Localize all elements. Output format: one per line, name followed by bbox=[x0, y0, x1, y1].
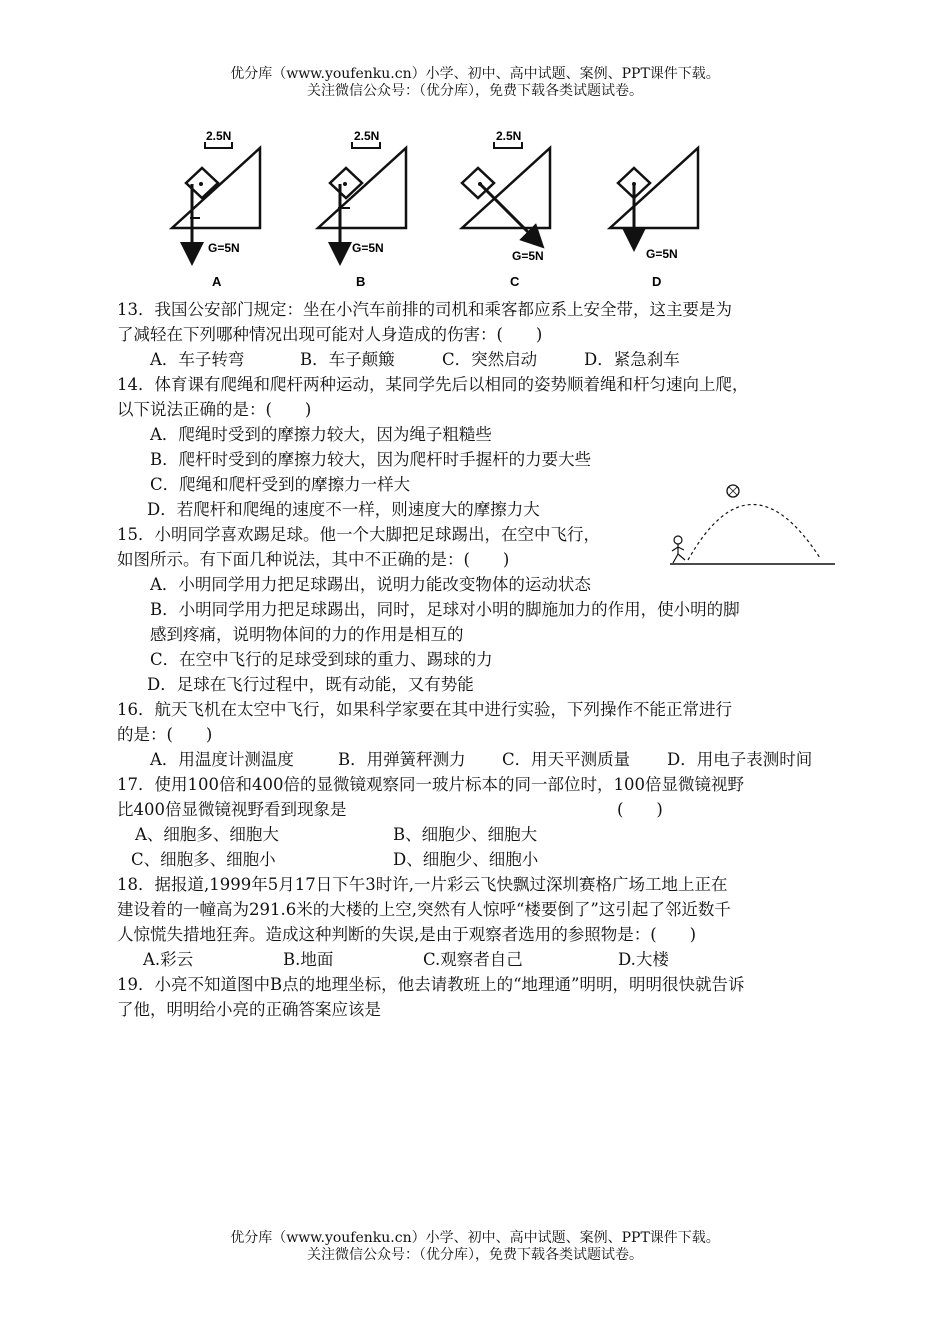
q17-line-2: 比400倍显微镜视野看到现象是 bbox=[117, 800, 347, 819]
gravity-label-c: G=5N bbox=[512, 249, 544, 263]
q17-answer-bracket: ( ) bbox=[617, 800, 663, 819]
q18-options bbox=[117, 947, 842, 972]
q18-line-3: 人惊慌失措地狂奔。造成这种判断的失误,是由于观察者选用的参照物是：( ) bbox=[117, 925, 697, 944]
footer-line-1: 优分库（www.youfenku.cn）小学、初中、高中试题、案例、PPT课件下载。 bbox=[230, 1230, 720, 1246]
gravity-label-b: G=5N bbox=[352, 241, 384, 255]
q14-option-c: C．爬绳和爬杆受到的摩擦力一样大 bbox=[150, 475, 411, 494]
diagram-label-c: C bbox=[510, 274, 520, 289]
q13-option-b: B．车子颠簸 bbox=[300, 350, 395, 369]
q14-option-a: A．爬绳时受到的摩擦力较大，因为绳子粗糙些 bbox=[150, 425, 492, 444]
force-diagrams bbox=[160, 128, 700, 293]
q17-option-d: D、细胞少、细胞小 bbox=[393, 850, 539, 869]
footer-line-2: 关注微信公众号：（优分库），免费下载各类试题试卷。 bbox=[307, 1247, 643, 1263]
q13-option-a: A．车子转弯 bbox=[150, 350, 245, 369]
q18-line-1: 18．据报道,1999年5月17日下午3时许,一片彩云飞快飘过深圳赛格广场工地上正在 bbox=[117, 875, 728, 894]
q16-line-1: 16．航天飞机在太空中飞行，如果科学家要在其中进行实验，下列操作不能正常进行 bbox=[117, 700, 732, 719]
q15-option-b-2: 感到疼痛，说明物体间的力的作用是相互的 bbox=[150, 625, 464, 644]
q17-option-c: C、细胞多、细胞小 bbox=[131, 850, 276, 869]
gravity-label-d: G=5N bbox=[646, 247, 678, 261]
q17-options-row-1 bbox=[117, 822, 842, 847]
q17-option-a: A、细胞多、细胞大 bbox=[135, 825, 279, 844]
diagram-c bbox=[462, 129, 550, 289]
q15-line-1: 15．小明同学喜欢踢足球。他一个大脚把足球踢出，在空中飞行， bbox=[117, 525, 600, 544]
q16-options bbox=[117, 747, 842, 772]
q13-option-c: C．突然启动 bbox=[442, 350, 538, 369]
diagram-d bbox=[610, 148, 698, 289]
q19-line-2: 了他，明明给小亮的正确答案应该是 bbox=[117, 1000, 381, 1019]
q17-option-b: B、细胞少、细胞大 bbox=[393, 825, 538, 844]
page-footer bbox=[0, 1230, 950, 1264]
header-line-1: 优分库（www.youfenku.cn）小学、初中、高中试题、案例、PPT课件下载。 bbox=[230, 66, 720, 82]
q13-options bbox=[117, 347, 842, 372]
q13-line-1: 13．我国公安部门规定：坐在小汽车前排的司机和乘客都应系上安全带，这主要是为 bbox=[117, 300, 732, 319]
q14-option-b: B．爬杆时受到的摩擦力较大，因为爬杆时手握杆的力要大些 bbox=[150, 450, 592, 469]
q13-option-d: D．紧急刹车 bbox=[584, 350, 680, 369]
q16-option-d: D．用电子表测时间 bbox=[667, 750, 813, 769]
diagram-a bbox=[172, 129, 260, 289]
q18-option-b: B.地面 bbox=[283, 950, 334, 969]
scale-label-b: 2.5N bbox=[354, 129, 380, 143]
diagram-label-b: B bbox=[356, 274, 366, 289]
q15-option-d: D．足球在飞行过程中，既有动能，又有势能 bbox=[147, 675, 474, 694]
q19-line-1: 19．小亮不知道图中B点的地理坐标，他去请教班上的“地理通”明明，明明很快就告诉 bbox=[117, 975, 745, 994]
q14-option-d: D．若爬杆和爬绳的速度不一样，则速度大的摩擦力大 bbox=[147, 500, 540, 519]
q14-line-1: 14．体育课有爬绳和爬杆两种运动，某同学先后以相同的姿势顺着绳和杆匀速向上爬， bbox=[117, 375, 749, 394]
page-header bbox=[0, 66, 950, 100]
q17-line-2-row bbox=[117, 797, 842, 822]
q15-option-a: A．小明同学用力把足球踢出，说明力能改变物体的运动状态 bbox=[150, 575, 591, 594]
q16-option-a: A．用温度计测温度 bbox=[150, 750, 294, 769]
gravity-label-a: G=5N bbox=[208, 241, 240, 255]
q15-option-c: C．在空中飞行的足球受到球的重力、踢球的力 bbox=[150, 650, 493, 669]
question-list bbox=[117, 297, 842, 1022]
q17-line-1: 17．使用100倍和400倍的显微镜观察同一玻片标本的同一部位时，100倍显微镜视野 bbox=[117, 775, 744, 794]
q16-option-c: C．用天平测质量 bbox=[502, 750, 631, 769]
q15-option-b-1: B．小明同学用力把足球踢出，同时，足球对小明的脚施加力的作用，使小明的脚 bbox=[150, 600, 740, 619]
header-line-2: 关注微信公众号：（优分库），免费下载各类试题试卷。 bbox=[307, 83, 643, 99]
diagram-label-a: A bbox=[212, 274, 222, 289]
scale-label-c: 2.5N bbox=[496, 129, 522, 143]
q18-option-c: C.观察者自己 bbox=[423, 950, 523, 969]
q17-options-row-2 bbox=[117, 847, 842, 872]
q18-option-a: A.彩云 bbox=[143, 950, 194, 969]
q16-option-b: B．用弹簧秤测力 bbox=[338, 750, 466, 769]
q14-line-2: 以下说法正确的是：( ) bbox=[117, 400, 312, 419]
scale-label-a: 2.5N bbox=[206, 129, 232, 143]
force-diagram-svg bbox=[160, 128, 700, 293]
q16-line-2: 的是：( ) bbox=[117, 725, 213, 744]
q13-line-2: 了减轻在下列哪种情况出现可能对人身造成的伤害：( ) bbox=[117, 325, 543, 344]
q15-line-2: 如图所示。有下面几种说法，其中不正确的是：( ) bbox=[117, 550, 510, 569]
diagram-label-d: D bbox=[652, 274, 662, 289]
q18-option-d: D.大楼 bbox=[618, 950, 669, 969]
q18-line-2: 建设着的一幢高为291.6米的大楼的上空,突然有人惊呼“楼要倒了”这引起了邻近数千 bbox=[117, 900, 731, 919]
diagram-b bbox=[318, 129, 406, 289]
